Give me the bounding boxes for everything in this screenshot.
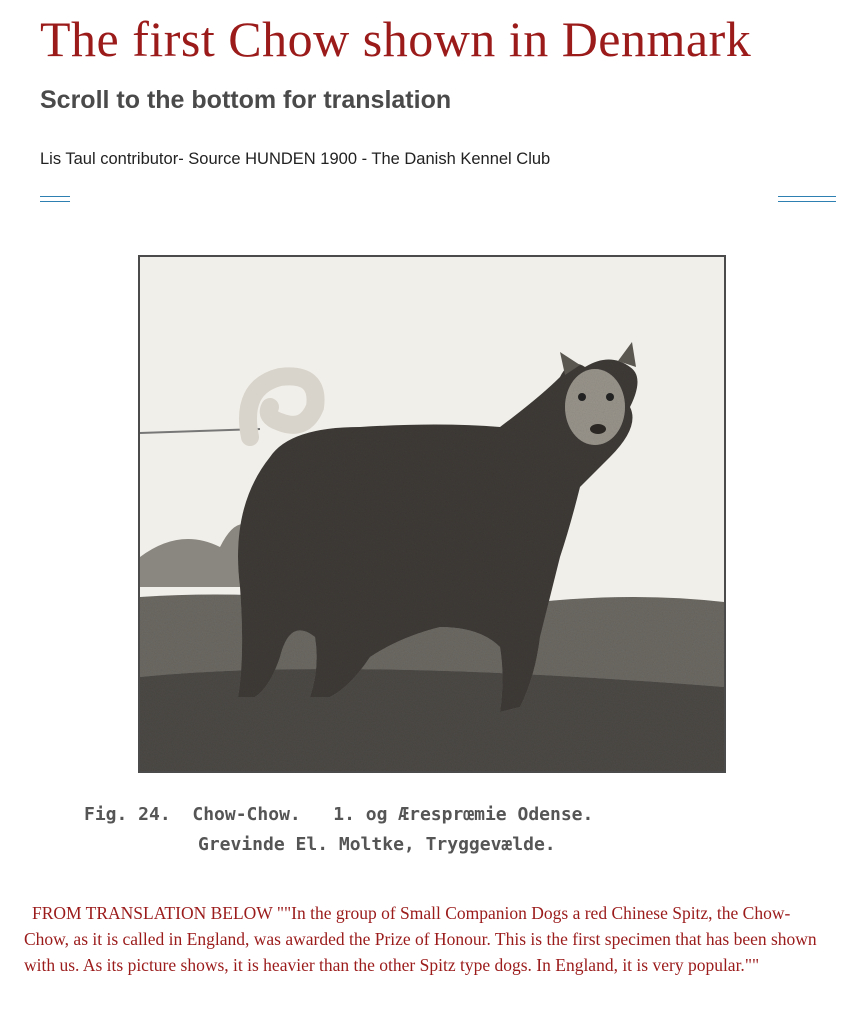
- page-title: The first Chow shown in Denmark: [40, 11, 752, 67]
- dog-illustration: [140, 257, 724, 771]
- caption-line-2: Grevinde El. Moltke, Tryggevælde.: [198, 834, 556, 855]
- translation-lead: FROM TRANSLATION BELOW: [32, 903, 273, 923]
- page-subtitle: Scroll to the bottom for translation: [40, 86, 452, 114]
- divider-left: [40, 196, 70, 202]
- source-credit: Lis Taul contributor- Source HUNDEN 1900 - The Danish Kennel Club: [40, 150, 551, 168]
- quote-open: "": [276, 903, 292, 923]
- translation-body: In the group of Small Companion Dogs a red Chinese Spitz, the Chow-Chow, as it is called in England, was awarded the Prize of Honour. This is the first specimen that has been shown with us. As its picture shows, it is heavier than the other Spitz type dogs. In England, it is very popular.: [24, 903, 817, 975]
- caption-line-1: Fig. 24. Chow-Chow. 1. og Æresprœmie Odense.: [84, 804, 594, 825]
- divider-right: [778, 196, 836, 202]
- translation-paragraph: [24, 900, 834, 978]
- quote-close: "": [744, 955, 760, 975]
- figure-caption: [84, 800, 784, 860]
- chow-chow-photo: [138, 255, 726, 773]
